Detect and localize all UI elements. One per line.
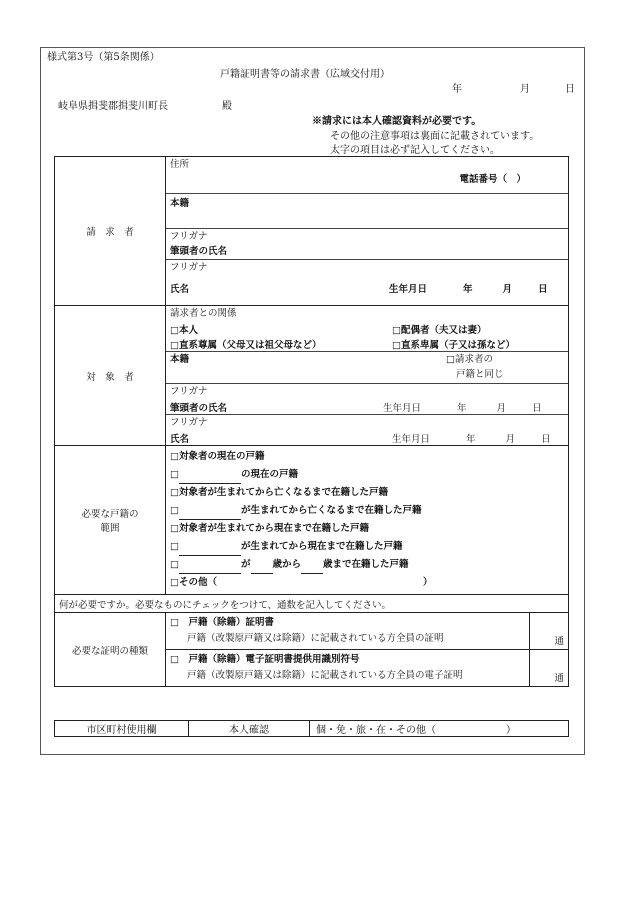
target-name-field[interactable] bbox=[166, 414, 568, 445]
address-field[interactable] bbox=[166, 157, 568, 193]
date-month-label: 月 bbox=[520, 84, 530, 95]
target-head-birth-label: 生年月日 bbox=[383, 402, 422, 414]
instruction-row bbox=[55, 595, 569, 613]
office-use-label: 市区町村使用欄 bbox=[55, 721, 189, 737]
person-blank[interactable] bbox=[179, 546, 241, 556]
target-head-birth-month: 月 bbox=[496, 402, 507, 414]
form-title: 戸籍証明書等の請求書（広域交付用） bbox=[220, 69, 390, 80]
form-number: 様式第3号（第5条関係） bbox=[47, 52, 160, 63]
target-birth-year: 年 bbox=[466, 433, 476, 445]
same-honseki-label-2: 戸籍と同じ bbox=[456, 369, 504, 380]
koseki-other-checkbox[interactable]: □その他（ ） bbox=[170, 577, 433, 588]
relation-spouse-checkbox[interactable]: □配偶者（夫又は妻） bbox=[392, 324, 487, 336]
requester-honseki-label: 本籍 bbox=[170, 198, 190, 209]
cert-electronic-desc: 戸籍（改製原戸籍又は除籍）に記載されている方全員の電子証明 bbox=[187, 670, 463, 681]
koseki-other-birth-now-checkbox[interactable]: □ が生まれてから現在まで在籍した戸籍 bbox=[170, 538, 564, 556]
koseki-current-checkbox[interactable]: □対象者の現在の戸籍 bbox=[170, 451, 265, 462]
age-to-blank[interactable] bbox=[301, 564, 323, 574]
cert-koseki-count[interactable]: 通 bbox=[530, 613, 569, 650]
koseki-other-current-checkbox[interactable]: □ の現在の戸籍 bbox=[170, 466, 564, 484]
cert-koseki-title: □ 戸籍（除籍）証明書 bbox=[170, 617, 274, 628]
relation-descendant-checkbox[interactable]: □直系卑属（子又は孫など） bbox=[392, 339, 515, 351]
koseki-scope-options bbox=[166, 446, 569, 595]
relation-self-checkbox[interactable]: □本人 bbox=[170, 324, 198, 336]
cert-electronic-count[interactable]: 通 bbox=[530, 650, 569, 687]
target-furigana-1: フリガナ bbox=[170, 386, 208, 397]
age-from-blank[interactable] bbox=[251, 564, 273, 574]
same-honseki-checkbox[interactable] bbox=[446, 352, 504, 382]
date-year-label: 年 bbox=[452, 84, 462, 95]
honorific: 殿 bbox=[222, 101, 232, 112]
target-furigana-2: フリガナ bbox=[170, 417, 208, 428]
certificate-type-fields bbox=[166, 613, 569, 687]
target-honseki-field[interactable] bbox=[166, 351, 568, 383]
cert-koseki-desc: 戸籍（改製原戸籍又は除籍）に記載されている方全員の証明 bbox=[187, 633, 444, 644]
addressee: 岐阜県揖斐郡揖斐川町長 bbox=[58, 101, 168, 112]
request-table bbox=[54, 156, 569, 687]
koseki-scope-label-2: 範囲 bbox=[100, 523, 120, 534]
note-id-required: ※請求には本人確認資料が必要です。 bbox=[312, 116, 482, 127]
target-birth-day: 日 bbox=[541, 433, 551, 445]
requester-birth-month: 月 bbox=[502, 283, 513, 295]
requester-section-label: 請 求 者 bbox=[55, 157, 166, 306]
koseki-age-range-checkbox[interactable]: □ が 歳から 歳まで在籍した戸籍 bbox=[170, 556, 564, 574]
id-check-options[interactable]: 個・免・旅・在・その他（ ） bbox=[310, 721, 569, 737]
relation-group bbox=[166, 306, 568, 351]
requester-birth-year: 年 bbox=[463, 283, 473, 295]
koseki-birth-death-checkbox[interactable]: □対象者が生まれてから亡くなるまで在籍した戸籍 bbox=[170, 487, 388, 498]
address-label: 住所 bbox=[170, 159, 190, 170]
office-use-table bbox=[54, 720, 569, 737]
requester-furigana-1: フリガナ bbox=[170, 231, 208, 242]
requester-name-label: 氏名 bbox=[170, 283, 190, 295]
person-blank[interactable] bbox=[179, 474, 241, 484]
target-head-birth-year: 年 bbox=[457, 402, 467, 414]
koseki-birth-now-checkbox[interactable]: □対象者が生まれてから現在まで在籍した戸籍 bbox=[170, 523, 369, 534]
target-birth-month: 月 bbox=[505, 433, 516, 445]
target-birth-label: 生年月日 bbox=[392, 433, 431, 445]
target-name-label: 氏名 bbox=[170, 433, 190, 445]
koseki-other-birth-death-checkbox[interactable]: □ が生まれてから亡くなるまで在籍した戸籍 bbox=[170, 502, 564, 520]
phone-label: 電話番号（ ） bbox=[459, 174, 526, 185]
target-head-name-field[interactable] bbox=[166, 383, 568, 414]
target-honseki-label: 本籍 bbox=[170, 354, 190, 365]
target-head-birth-day: 日 bbox=[532, 402, 542, 414]
person-blank[interactable] bbox=[179, 510, 241, 520]
note-reverse-side: その他の注意事項は裏面に記載されています。 bbox=[330, 131, 540, 142]
koseki-scope-label-1: 必要な戸籍の bbox=[81, 509, 139, 520]
requester-birth-label: 生年月日 bbox=[389, 283, 428, 295]
requester-fields bbox=[166, 157, 569, 306]
koseki-scope-section-label bbox=[55, 446, 166, 595]
requester-name-field[interactable] bbox=[166, 259, 568, 305]
instruction-text: 何が必要ですか。必要なものにチェックをつけて、通数を記入してください。 bbox=[59, 599, 392, 611]
cert-electronic-checkbox[interactable] bbox=[166, 650, 530, 687]
requester-birth-day: 日 bbox=[538, 283, 548, 295]
requester-head-name-field[interactable] bbox=[166, 228, 568, 259]
target-section-label: 対 象 者 bbox=[55, 306, 166, 446]
requester-furigana-2: フリガナ bbox=[170, 262, 208, 273]
person-blank[interactable] bbox=[179, 564, 241, 574]
cert-electronic-title: □ 戸籍（除籍）電子証明書提供用識別符号 bbox=[170, 654, 360, 665]
target-fields bbox=[166, 306, 569, 446]
target-head-name-label: 筆頭者の氏名 bbox=[170, 402, 228, 414]
relation-label: 請求者との関係 bbox=[170, 308, 237, 319]
requester-head-name-label: 筆頭者の氏名 bbox=[170, 246, 228, 257]
certificate-type-section-label: 必要な証明の種類 bbox=[55, 613, 166, 687]
same-honseki-label-1: □請求者の bbox=[446, 354, 493, 365]
relation-ascendant-checkbox[interactable]: □直系尊属（父母又は祖父母など） bbox=[170, 339, 322, 351]
cert-koseki-checkbox[interactable] bbox=[166, 613, 530, 650]
date-day-label: 日 bbox=[565, 84, 575, 95]
id-check-label: 本人確認 bbox=[189, 721, 310, 737]
note-bold-required: 太字の項目は必ず記入してください。 bbox=[330, 145, 500, 156]
requester-honseki-field[interactable] bbox=[166, 193, 568, 228]
